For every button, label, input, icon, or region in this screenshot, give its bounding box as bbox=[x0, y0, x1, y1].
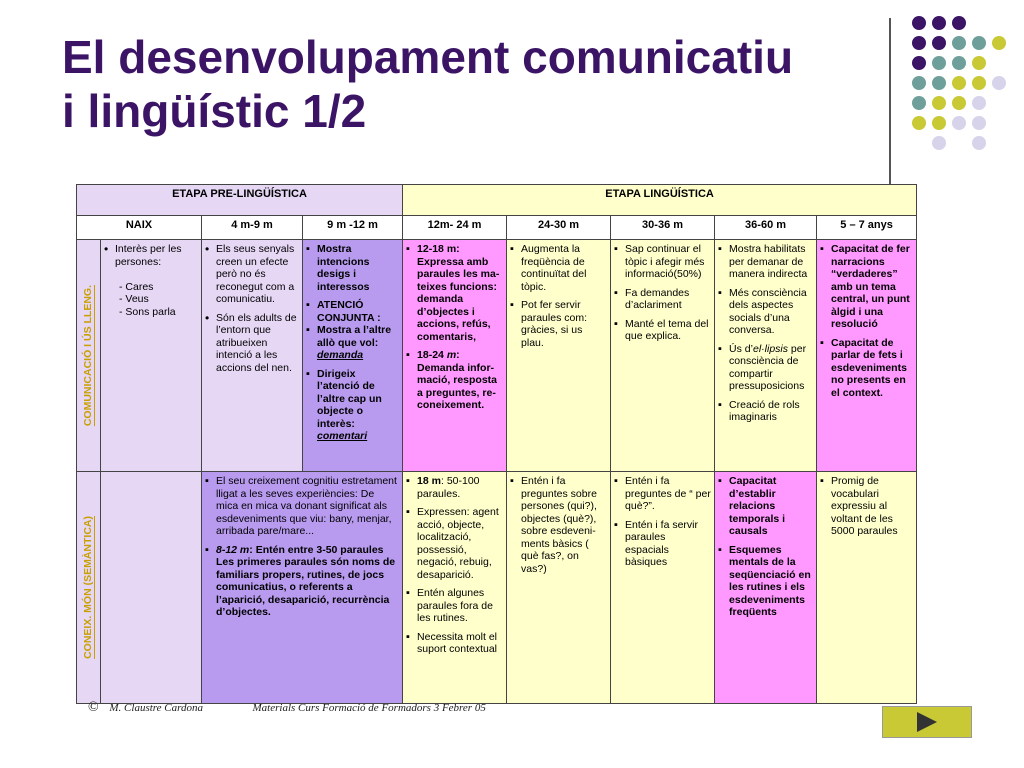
dot-icon bbox=[932, 76, 946, 90]
list-item: ▪ Augmenta la freqüència de continuïtat del tòpic. bbox=[510, 243, 607, 293]
stage-linguistic-header: ETAPA LINGÜÍSTICA bbox=[403, 185, 917, 216]
list-item: ▪ Dirigeix l’atenció de l’altre cap un objecte o interès: comentari bbox=[306, 368, 399, 443]
list-item: ▪ Sap continuar el tòpic i afegir més informació(50%) bbox=[614, 243, 711, 281]
dot-icon bbox=[912, 76, 926, 90]
age-header: 9 m -12 m bbox=[303, 216, 403, 240]
dot-icon bbox=[972, 116, 986, 130]
list-item: ▪ Ús d’el·lipsis per consciència de compartir pressuposicions bbox=[718, 343, 813, 393]
list-item: • Interès per les persones: - Cares - Veus - Sons parla bbox=[104, 243, 198, 318]
dot-icon bbox=[992, 76, 1006, 90]
table-cell bbox=[611, 240, 715, 472]
development-table bbox=[76, 184, 917, 704]
list-item: • Són els adults de l’entorn que atribueixen intenció a les accions del nen. bbox=[205, 312, 299, 375]
list-item: ▪ Creació de rols imaginaris bbox=[718, 399, 813, 424]
table-cell bbox=[611, 472, 715, 704]
table-cell bbox=[507, 472, 611, 704]
row-label-knowledge bbox=[77, 472, 101, 704]
list-item: ▪ Capacitat d’establir relacions temporals i causals bbox=[718, 475, 813, 538]
title-line-2: i lingüístic 1/2 bbox=[62, 85, 367, 137]
age-header: 12m- 24 m bbox=[403, 216, 507, 240]
list-item: ▪ Esquemes mentals de la seqüenciació en les rutines i els esdeveniments freqüents bbox=[718, 544, 813, 619]
dot-icon bbox=[972, 136, 986, 150]
table-cell bbox=[403, 240, 507, 472]
list-item: ▪ Més consciència dels aspectes socials d’una conversa. bbox=[718, 287, 813, 337]
list-item: ▪ 18-24 m: Demanda infor-mació, resposta a preguntes, re-coneixement. bbox=[406, 349, 503, 412]
next-slide-button[interactable] bbox=[882, 706, 972, 738]
list-item: ▪ Necessita molt el suport contextual bbox=[406, 631, 503, 656]
table-cell bbox=[101, 472, 202, 704]
age-header: 4 m-9 m bbox=[202, 216, 303, 240]
list-item: • Els seus senyals creen un efecte però no és reconegut com a comunicatiu. bbox=[205, 243, 299, 306]
dot-icon bbox=[952, 36, 966, 50]
footer-course: Materials Curs Formació de Formadors 3 Febrer 05 bbox=[252, 702, 486, 714]
list-item: ▪ Entén i fa servir paraules espacials bàsiques bbox=[614, 519, 711, 569]
stage-prelinguistic-header: ETAPA PRE-LINGÜÍSTICA bbox=[77, 185, 403, 216]
table-cell bbox=[817, 472, 917, 704]
table-cell bbox=[202, 472, 403, 704]
list-item: ▪ Capacitat de parlar de fets i esdeveniments no presents en el context. bbox=[820, 337, 913, 400]
copyright-symbol: © bbox=[88, 700, 99, 715]
list-item: ▪ 18 m: 50-100 paraules. bbox=[406, 475, 503, 500]
dot-icon bbox=[972, 96, 986, 110]
dot-icon bbox=[932, 136, 946, 150]
slide-title bbox=[62, 30, 862, 138]
list-item: ▪ Mostra a l’altre allò que vol: demanda bbox=[306, 324, 399, 362]
list-item: ▪ Mostra intencions desigs i interessos bbox=[306, 243, 399, 293]
table-cell bbox=[715, 472, 817, 704]
row-label-text: COMUNICACIÓ I ÚS LLENG. bbox=[82, 284, 95, 427]
list-item: ▪ 12-18 m: Expressa amb paraules les ma-teixes funcions: demanda d’objectes i accions, refús, comentaris, bbox=[406, 243, 503, 343]
dot-icon bbox=[972, 36, 986, 50]
dot-icon bbox=[972, 56, 986, 70]
dot-icon bbox=[932, 36, 946, 50]
table-cell bbox=[303, 240, 403, 472]
dot-icon bbox=[952, 116, 966, 130]
table-cell bbox=[817, 240, 917, 472]
list-item: ▪ El seu creixement cognitiu estretament lligat a les seves experiències: De mica en mica va donant significat als esdeveniments que viu: bany, menjar, arribada pare/mare... bbox=[205, 475, 399, 538]
list-item: ▪ Entén i fa preguntes de “ per què?”. bbox=[614, 475, 711, 513]
footer-author: M. Claustre Cardona bbox=[109, 702, 203, 714]
list-item: ▪ Mostra habilitats per demanar de manera indirecta bbox=[718, 243, 813, 281]
list-item: ▪ Fa demandes d’aclariment bbox=[614, 287, 711, 312]
dot-icon bbox=[932, 16, 946, 30]
list-item: ▪ Manté el tema del que explica. bbox=[614, 318, 711, 343]
table-cell bbox=[403, 472, 507, 704]
list-item: ▪ Promig de vocabulari expressiu al voltant de les 5000 paraules bbox=[820, 475, 913, 538]
dot-icon bbox=[912, 16, 926, 30]
dot-icon bbox=[912, 116, 926, 130]
dot-icon bbox=[932, 56, 946, 70]
list-item: ▪ Entén i fa preguntes sobre persones (qui?), objectes (què?), sobre esdeveni-ments bàsics ( què fas?, on vas?) bbox=[510, 475, 607, 575]
slide-footer bbox=[88, 700, 486, 716]
row-label-communication bbox=[77, 240, 101, 472]
age-header: 36-60 m bbox=[715, 216, 817, 240]
dot-icon bbox=[952, 56, 966, 70]
play-triangle-icon bbox=[917, 712, 937, 732]
dot-icon bbox=[952, 16, 966, 30]
list-item: ▪ Pot fer servir paraules com: gràcies, si us plau. bbox=[510, 299, 607, 349]
age-header: 30-36 m bbox=[611, 216, 715, 240]
table-cell bbox=[507, 240, 611, 472]
table-cell bbox=[202, 240, 303, 472]
age-header: NAIX bbox=[77, 216, 202, 240]
dot-icon bbox=[952, 76, 966, 90]
list-item: ▪ Capacitat de fer narracions “verdaderes” amb un tema central, un punt àlgid i una resolució bbox=[820, 243, 913, 331]
decorative-dots bbox=[912, 16, 1022, 166]
list-item: ▪ Expressen: agent acció, objecte, localització, possessió, negació, rebuig, desaparició. bbox=[406, 506, 503, 581]
list-item: ▪ Entén algunes paraules fora de les rutines. bbox=[406, 587, 503, 625]
dot-icon bbox=[932, 116, 946, 130]
dot-icon bbox=[912, 36, 926, 50]
dot-icon bbox=[972, 76, 986, 90]
dot-icon bbox=[992, 36, 1006, 50]
dot-icon bbox=[912, 96, 926, 110]
dot-icon bbox=[932, 96, 946, 110]
list-item: ▪ 8-12 m: Entén entre 3-50 paraules Les primeres paraules són noms de familiars propers, rutines, de jocs comunicatius, o referents a l’aparició, desaparició, recurrència d’objectes. bbox=[205, 544, 399, 619]
table-cell bbox=[101, 240, 202, 472]
dot-icon bbox=[912, 56, 926, 70]
row-label-text: CONEIX. MÓN (SEMÀNTICA) bbox=[82, 516, 95, 659]
age-header: 5 – 7 anys bbox=[817, 216, 917, 240]
title-line-1: El desenvolupament comunicatiu bbox=[62, 31, 794, 83]
dot-icon bbox=[952, 96, 966, 110]
age-header: 24-30 m bbox=[507, 216, 611, 240]
table-cell bbox=[715, 240, 817, 472]
list-item: ▪ ATENCIÓ CONJUNTA : bbox=[306, 299, 399, 324]
title-divider-line bbox=[889, 18, 891, 184]
